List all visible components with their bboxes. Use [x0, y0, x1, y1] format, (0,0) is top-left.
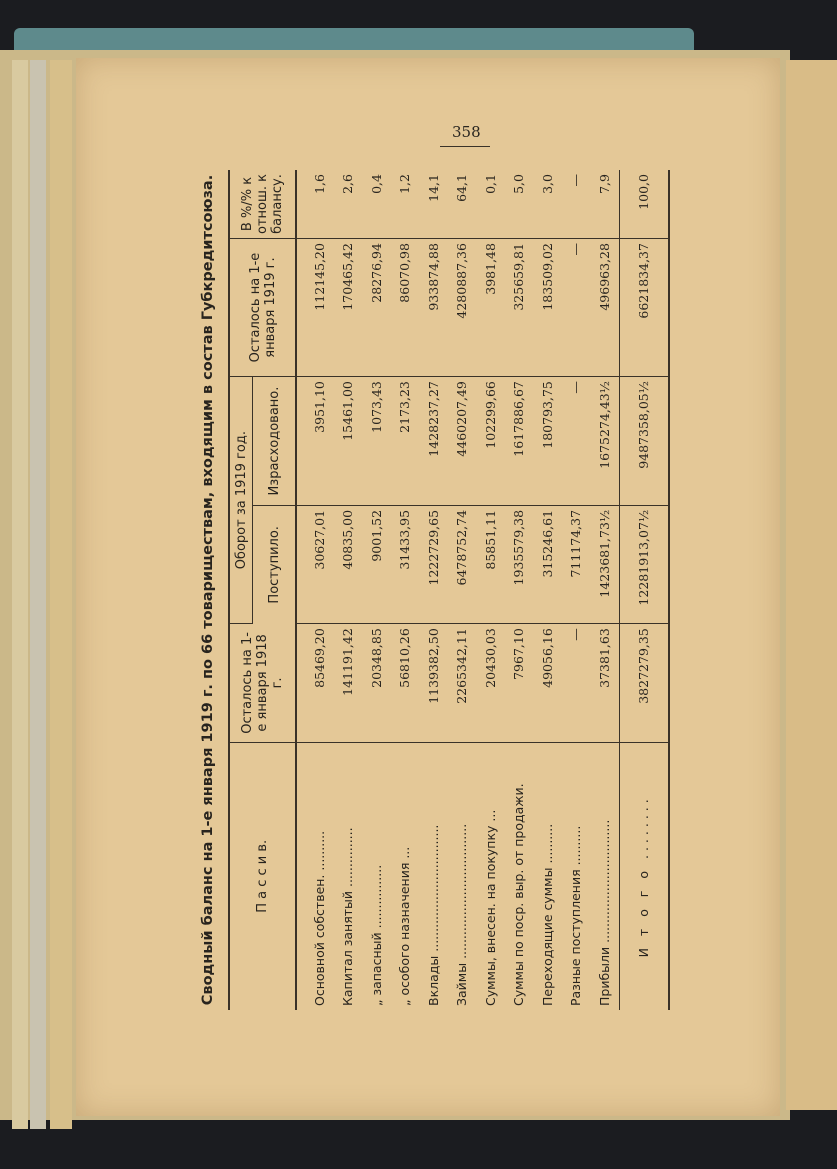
- cell-pct: 5,0: [505, 170, 534, 239]
- table-row: [296, 170, 334, 1010]
- total-received: 12281913,07½: [619, 505, 669, 623]
- table-row: [448, 170, 477, 1010]
- cell-name: Вклады ................................: [425, 824, 441, 1006]
- table-row: [419, 170, 448, 1010]
- cell-r1919: 170465,42: [334, 239, 363, 377]
- cell-name: Капитал занятый ...............: [340, 827, 356, 1006]
- cell-r1918: 7967,10: [505, 624, 534, 742]
- cell-spent: —: [562, 377, 591, 506]
- header-received: Поступило.: [253, 505, 297, 623]
- cell-r1918: 85469,20: [296, 624, 334, 742]
- cell-spent: 3951,10: [296, 377, 334, 506]
- total-row: [619, 170, 669, 1010]
- cell-pct: 1,6: [296, 170, 334, 239]
- cell-pct: 0,1: [476, 170, 505, 239]
- header-percent: В %/% к отнош. к балансу.: [229, 170, 296, 239]
- cell-r1918: 20348,85: [362, 624, 391, 742]
- page-stack-edge: [50, 60, 72, 1129]
- cell-received: 31433,95: [391, 505, 420, 623]
- total-label: И т о г о ........: [619, 742, 669, 1010]
- cell-received: 40835,00: [334, 505, 363, 623]
- cell-r1919: 325659,81: [505, 239, 534, 377]
- cell-pct: 7,9: [590, 170, 619, 239]
- page-number-rule: [440, 146, 490, 147]
- cell-spent: 1428237,27: [419, 377, 448, 506]
- cell-r1918: 141191,42: [334, 624, 363, 742]
- cell-spent: 15461,00: [334, 377, 363, 506]
- header-remained-1919: Осталось на 1-е января 1919 г.: [229, 239, 296, 377]
- cell-pct: 2,6: [334, 170, 363, 239]
- cell-r1919: —: [562, 239, 591, 377]
- cell-name: Основной собствен. ..........: [311, 830, 327, 1006]
- page-number: 358: [452, 123, 481, 141]
- rotated-balance-table: [200, 170, 750, 1010]
- table-row: [391, 170, 420, 1010]
- cell-spent: 2173,23: [391, 377, 420, 506]
- header-remained-1918: Осталось на 1-е января 1918 г.: [229, 624, 296, 742]
- cell-r1918: 20430,03: [476, 624, 505, 742]
- total-r1919: 6621834,37: [619, 239, 669, 377]
- cell-r1919: 3981,48: [476, 239, 505, 377]
- total-pct: 100,0: [619, 170, 669, 239]
- total-spent: 9487358,05½: [619, 377, 669, 506]
- cell-r1919: 112145,20: [296, 239, 334, 377]
- table-row: [476, 170, 505, 1010]
- cell-r1919: 933874,88: [419, 239, 448, 377]
- table-row: [505, 170, 534, 1010]
- cell-spent: 180793,75: [533, 377, 562, 506]
- cell-pct: 64,1: [448, 170, 477, 239]
- header-passiv: П а с с и в.: [229, 742, 296, 1010]
- total-r1918: 3827279,35: [619, 624, 669, 742]
- cell-name: „ особого назначения ...: [397, 846, 413, 1006]
- header-spent: Израсходовано.: [253, 377, 297, 506]
- cell-received: 30627,01: [296, 505, 334, 623]
- cell-spent: 1617886,67: [505, 377, 534, 506]
- cell-name: Разные поступления ..........: [568, 825, 584, 1006]
- cell-pct: —: [562, 170, 591, 239]
- cell-received: 6478752,74: [448, 505, 477, 623]
- cell-name: Займы ..................................: [454, 823, 470, 1006]
- cell-pct: 0,4: [362, 170, 391, 239]
- cell-spent: 1073,43: [362, 377, 391, 506]
- table-title: Сводный баланс на 1-е января 1919 г. по 66 товариществам, входящим в состав Губкредитсоюза.: [200, 174, 216, 1006]
- header-turnover: Оборот за 1919 год.: [229, 377, 253, 624]
- cell-r1919: 28276,94: [362, 239, 391, 377]
- table-row: [590, 170, 619, 1010]
- cell-spent: 1675274,43½: [590, 377, 619, 506]
- table-row: [533, 170, 562, 1010]
- cell-received: 1935579,38: [505, 505, 534, 623]
- cell-r1918: 56810,26: [391, 624, 420, 742]
- cell-name: „ запасный ................: [368, 864, 384, 1006]
- cell-received: 1222729,65: [419, 505, 448, 623]
- page-stack-edge: [12, 60, 28, 1129]
- table-row: [362, 170, 391, 1010]
- cell-pct: 1,2: [391, 170, 420, 239]
- cell-spent: 102299,66: [476, 377, 505, 506]
- balance-table: [228, 170, 670, 1010]
- cell-r1918: —: [562, 624, 591, 742]
- cell-received: 711174,37: [562, 505, 591, 623]
- cell-r1918: 37381,63: [590, 624, 619, 742]
- cell-r1919: 4280887,36: [448, 239, 477, 377]
- table-row: [562, 170, 591, 1010]
- cell-spent: 4460207,49: [448, 377, 477, 506]
- cell-name: Переходящие суммы ..........: [539, 823, 555, 1006]
- cell-name: Суммы по поср. выр. от продажи.: [511, 783, 527, 1006]
- cell-received: 1423681,73½: [590, 505, 619, 623]
- cell-r1918: 2265342,11: [448, 624, 477, 742]
- cell-pct: 14,1: [419, 170, 448, 239]
- table-row: [334, 170, 363, 1010]
- page-stack-edge: [30, 60, 46, 1129]
- cell-r1918: 1139382,50: [419, 624, 448, 742]
- cell-received: 315246,61: [533, 505, 562, 623]
- cell-pct: 3,0: [533, 170, 562, 239]
- cell-r1919: 86070,98: [391, 239, 420, 377]
- facing-page: [786, 60, 837, 1110]
- cell-name: Прибыли ...............................: [596, 819, 612, 1006]
- cell-r1918: 49056,16: [533, 624, 562, 742]
- cell-name: Суммы, внесен. на покупку ...: [482, 809, 498, 1006]
- cell-r1919: 496963,28: [590, 239, 619, 377]
- cell-received: 85851,11: [476, 505, 505, 623]
- cell-received: 9001,52: [362, 505, 391, 623]
- cell-r1919: 183509,02: [533, 239, 562, 377]
